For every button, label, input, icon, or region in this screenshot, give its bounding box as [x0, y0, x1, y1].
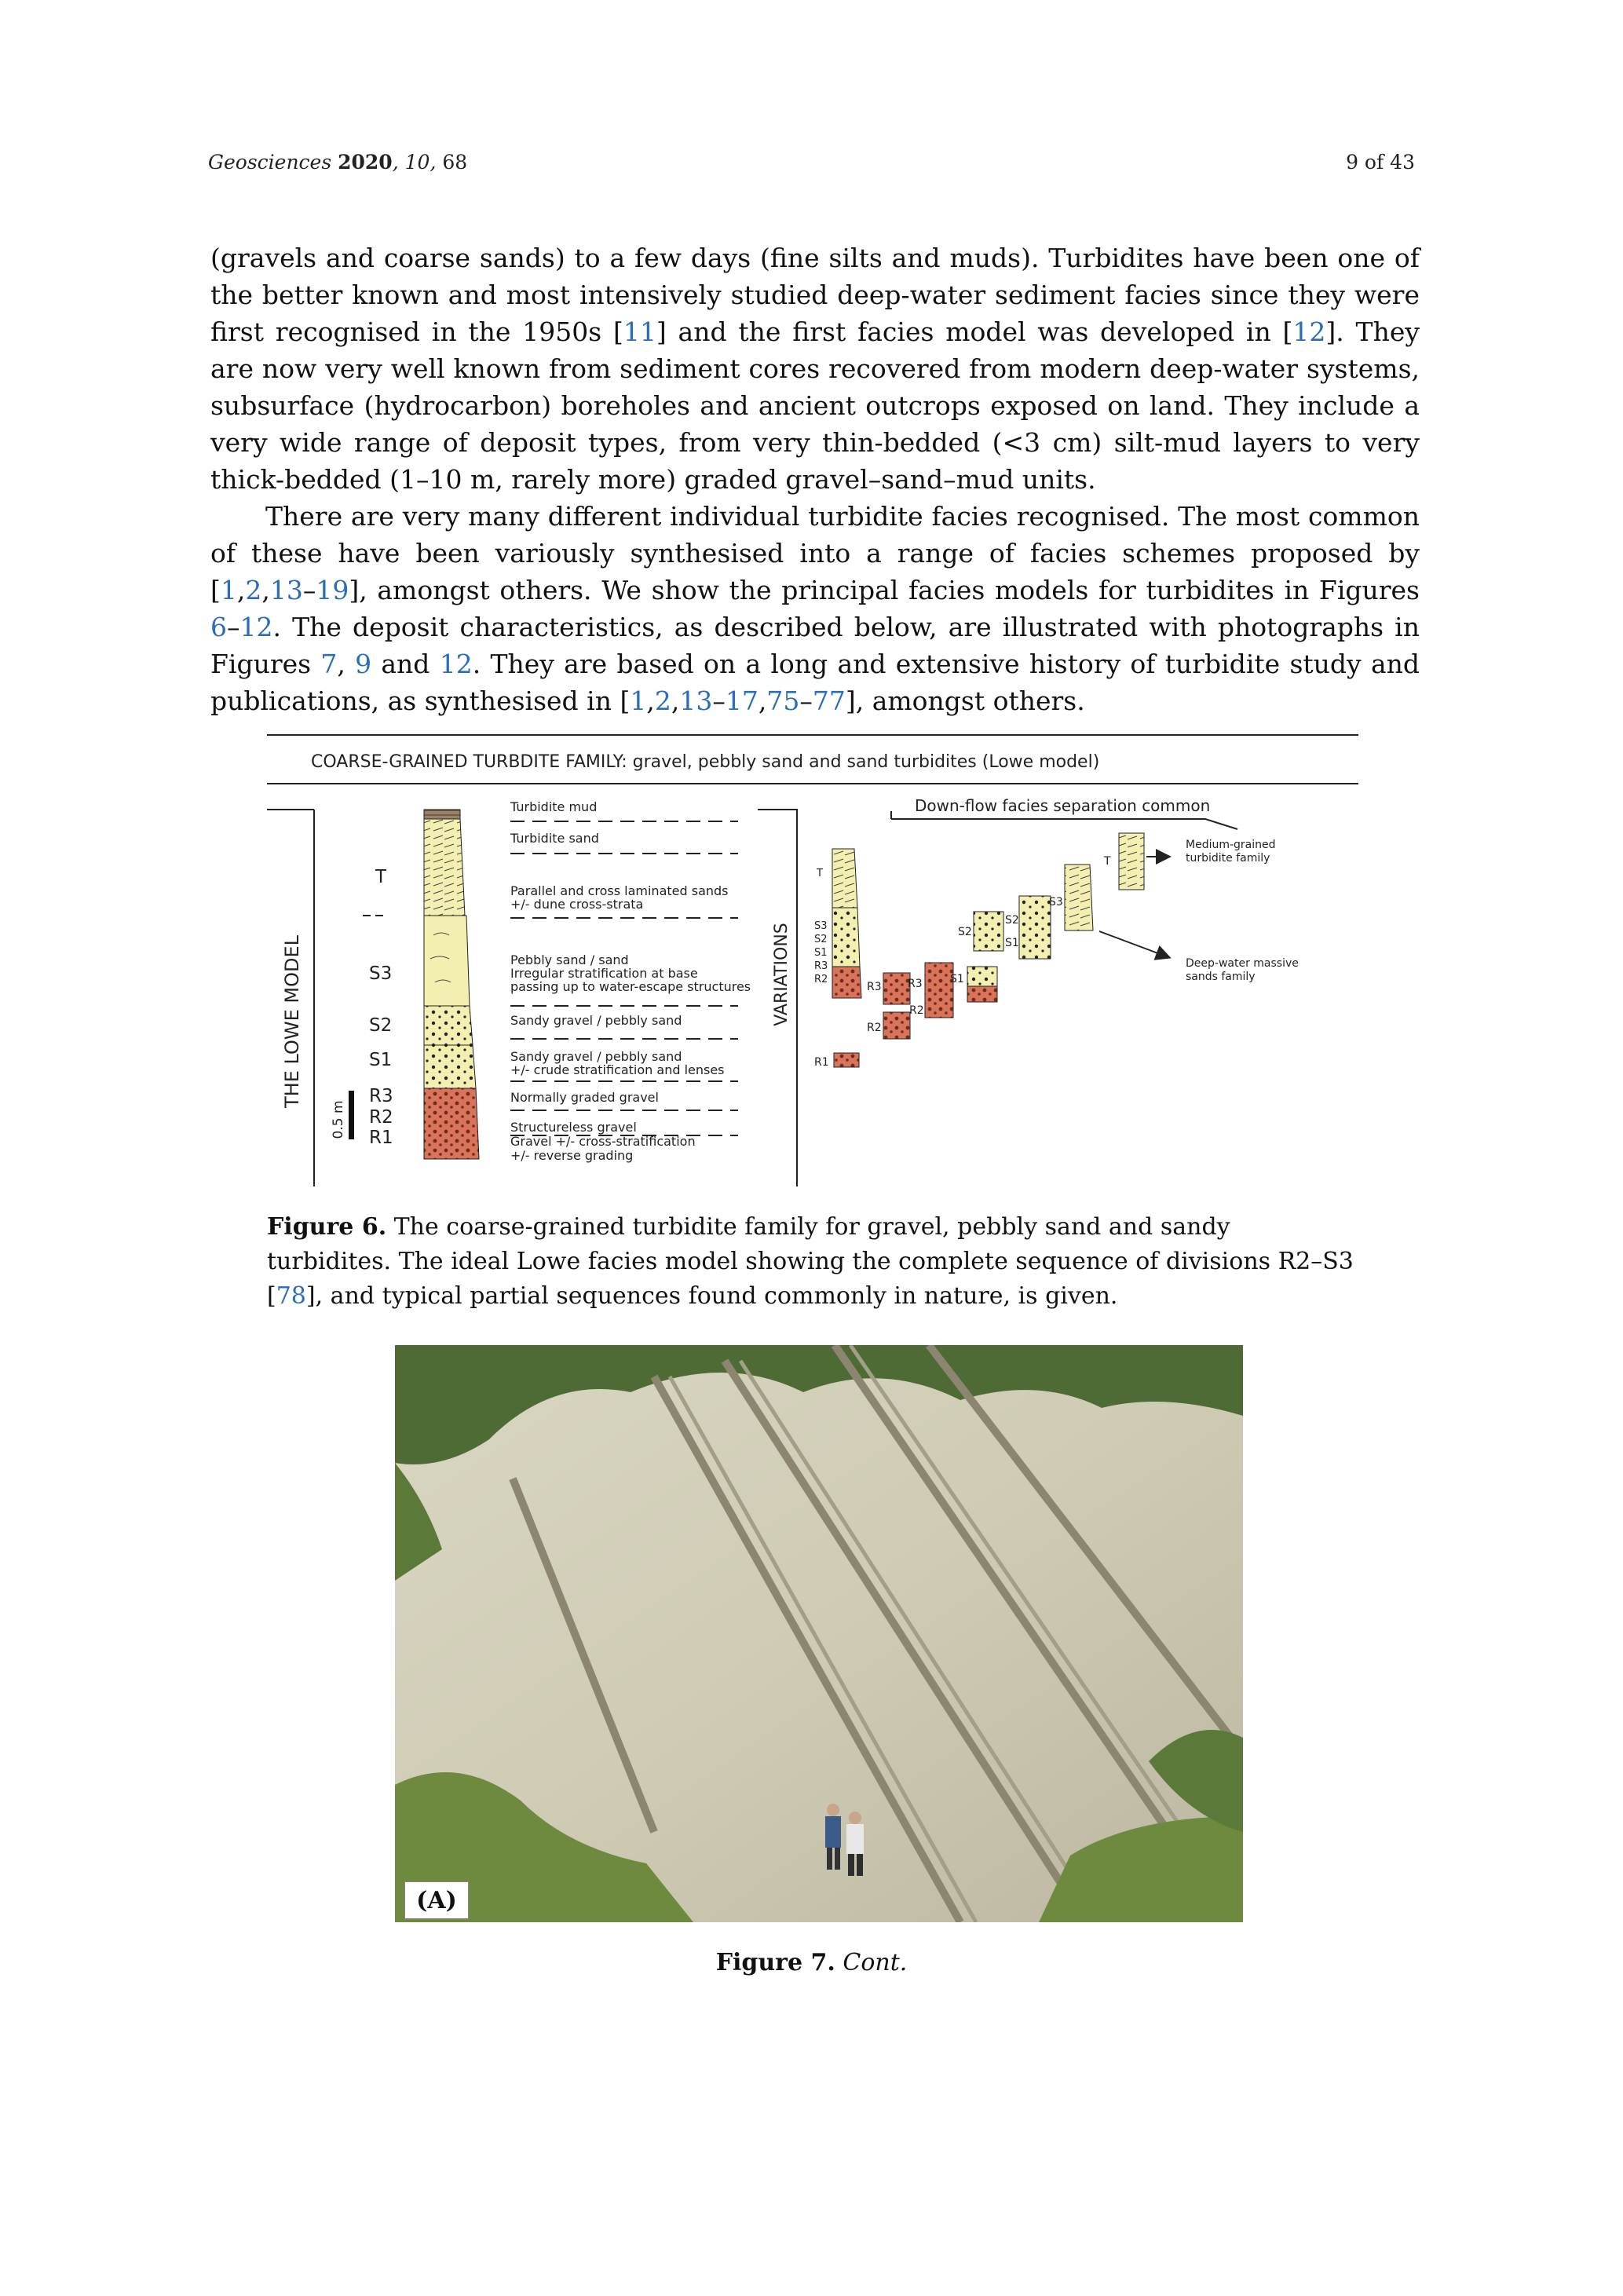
text-segment: ] and the first facies model was developed in [	[656, 316, 1293, 347]
description-text: Parallel and cross laminated sands	[510, 883, 729, 898]
figure-link[interactable]: 9	[355, 649, 372, 679]
division-label: S1	[369, 1050, 393, 1070]
figure-link[interactable]: 7	[320, 649, 338, 679]
text-segment: (gravels and coarse sands) to a few days (fine silts and muds). Turbidites have been one of the better known and most intensively studied deep-water sediment facies since they were first recognised in the 1950s [	[210, 243, 1420, 347]
figure-link[interactable]: 12	[439, 649, 473, 679]
description-text: +/- reverse grading	[510, 1148, 634, 1163]
lowe-sequence-column	[424, 810, 479, 1159]
figure-link[interactable]: 6	[210, 612, 227, 642]
variation-label: S1	[950, 973, 964, 985]
variation-block-t	[1119, 833, 1144, 890]
text-segment: ,	[646, 686, 655, 716]
division-label: R1	[369, 1128, 393, 1148]
variation-label: R2	[867, 1022, 882, 1034]
variation-label: T	[1104, 855, 1111, 868]
citation-link[interactable]: 1	[220, 575, 237, 605]
variation-label: S2	[1005, 914, 1019, 927]
outcrop-photo	[395, 1345, 1243, 1922]
citation-link[interactable]: 1	[630, 686, 647, 716]
caption-label: Figure 6.	[267, 1213, 387, 1241]
variation-label: S2	[958, 926, 972, 938]
citation-link[interactable]: 2	[654, 686, 671, 716]
down-flow-label: Down-flow facies separation common	[915, 796, 1211, 815]
description-text: Turbidite mud	[510, 799, 598, 814]
journal-article: 68	[442, 151, 468, 174]
text-segment: ,	[337, 649, 356, 679]
description-text: Structureless gravel	[510, 1120, 637, 1135]
citation-link[interactable]: 12	[1292, 316, 1326, 347]
text-segment: and	[371, 649, 440, 679]
variation-label: R3	[867, 981, 882, 993]
text-segment: ], amongst others. We show the principal facies models for turbidites in Figures	[349, 575, 1420, 605]
massive-sands-label: Deep-water massive	[1186, 957, 1299, 970]
text-segment: ]. They are now very well known from sediment cores recovered from modern deep-water systems, subsurface (hydrocarbon) boreholes and ancient outcrops exposed on land. They include a very wide range of deposit types, from very thin-bedded (<3 cm) silt-mud layers to very thick-bedded (1–10 m, rarely more) graded gravel–sand–mud units.	[210, 316, 1420, 495]
variation-column-full	[814, 849, 861, 998]
variation-label: S2	[814, 934, 828, 945]
variation-block-s2	[974, 912, 1003, 951]
medium-grained-label: turbidite family	[1186, 852, 1270, 865]
description-text: +/- crude stratification and lenses	[510, 1062, 725, 1077]
citation-link[interactable]: 19	[316, 575, 349, 605]
text-segment: . The deposit characteristics, as described below, are illustrated with photographs in Figures	[210, 612, 1420, 679]
variation-block-s2s1	[1019, 896, 1051, 959]
variation-label: S3	[1049, 896, 1063, 909]
variation-label: T	[817, 868, 823, 879]
description-text: Sandy gravel / pebbly sand	[510, 1013, 682, 1028]
massive-sands-label: sands family	[1186, 971, 1256, 983]
paragraph-1	[210, 239, 1420, 498]
variation-block-s1	[967, 967, 997, 986]
text-segment: –	[227, 612, 240, 642]
text-segment: –	[799, 686, 813, 716]
citation-link[interactable]: 2	[245, 575, 262, 605]
text-segment: ,	[261, 575, 270, 605]
variation-label: R3	[814, 960, 828, 972]
division-label: R3	[369, 1086, 393, 1106]
citation-link[interactable]: 78	[276, 1282, 306, 1310]
text-segment: ,	[758, 686, 767, 716]
text-segment: ,	[236, 575, 246, 605]
description-text: passing up to water-escape structures	[510, 979, 751, 994]
figure-6-diagram	[267, 723, 1358, 1186]
model-label: THE LOWE MODEL	[281, 934, 303, 1109]
citation-link[interactable]: 75	[766, 686, 800, 716]
citation-link[interactable]: 11	[623, 316, 656, 347]
variation-block-r1	[834, 1053, 859, 1067]
body-text	[210, 239, 1420, 719]
text-segment: ], amongst others.	[845, 686, 1085, 716]
caption-label: Figure 7.	[715, 1949, 835, 1976]
division-label: S2	[369, 1015, 393, 1036]
description-text: Gravel +/- cross-stratification	[510, 1134, 696, 1149]
journal-year: 2020	[338, 151, 393, 174]
variation-label: S1	[814, 947, 828, 959]
description-text: +/- dune cross-strata	[510, 897, 644, 912]
scale-bar	[349, 1091, 354, 1139]
arrow-massive-sands	[1099, 931, 1168, 957]
division-label: T	[375, 867, 387, 887]
variation-block-r3r2	[925, 963, 953, 1018]
variation-block-r2	[883, 1012, 910, 1039]
citation-link[interactable]: 13	[269, 575, 303, 605]
variation-label: R1	[814, 1056, 829, 1069]
journal-volume: 10	[404, 151, 430, 174]
caption-continued: Cont.	[843, 1949, 908, 1976]
variation-block-s3	[1065, 865, 1093, 930]
figure-6-title: COARSE-GRAINED TURBDITE FAMILY: gravel, pebbly sand and sand turbidites (Lowe model)	[311, 752, 1100, 772]
description-text: Pebbly sand / sand	[510, 952, 629, 967]
variations-label: VARIATIONS	[772, 923, 791, 1026]
variation-block-r3	[883, 973, 910, 1004]
figure-6-caption	[267, 1210, 1358, 1314]
figure-link[interactable]: 12	[239, 612, 273, 642]
division-label: R2	[369, 1107, 393, 1128]
caption-text: The coarse-grained turbidite family for gravel, pebbly sand and sandy turbidites. The ideal Lowe facies model showing the complete sequence of divisions R2–S3 [	[267, 1213, 1354, 1310]
variation-label: R2	[909, 1004, 924, 1017]
scale-label: 0.5 m	[331, 1100, 346, 1139]
variation-label: R2	[814, 974, 828, 985]
text-segment: . They are based on a long and extensive history of turbidite study and publications, as synthesised in [	[210, 649, 1420, 716]
citation-link[interactable]: 13	[679, 686, 713, 716]
description-text: Turbidite sand	[510, 831, 599, 846]
citation-link[interactable]: 77	[812, 686, 846, 716]
figure-7-caption	[0, 1946, 1623, 1980]
variation-label: S3	[814, 920, 828, 932]
page-number: 9 of 43	[1346, 151, 1415, 174]
description-text: Irregular stratification at base	[510, 966, 698, 981]
medium-grained-label: Medium-grained	[1186, 839, 1276, 851]
journal-name: Geosciences	[208, 151, 332, 174]
caption-text: ], and typical partial sequences found commonly in nature, is given.	[305, 1282, 1118, 1310]
text-segment: –	[712, 686, 726, 716]
variation-label: S1	[1005, 937, 1019, 949]
text-segment: ,	[671, 686, 680, 716]
citation-link[interactable]: 17	[725, 686, 758, 716]
text-segment: There are very many different individual turbidite facies recognised. The most common of these have been variously synthesised into a range of facies schemes proposed by [	[210, 501, 1420, 605]
text-segment: –	[302, 575, 316, 605]
photo-panel-label: (A)	[404, 1881, 469, 1919]
paragraph-2	[210, 498, 1420, 719]
running-header-journal: Geosciences 2020, 10, 68	[208, 151, 468, 174]
division-label: S3	[369, 963, 393, 984]
variation-label: R3	[908, 978, 923, 990]
division-labels	[369, 867, 393, 1148]
description-text: Normally graded gravel	[510, 1090, 659, 1105]
description-text: Sandy gravel / pebbly sand	[510, 1049, 682, 1064]
